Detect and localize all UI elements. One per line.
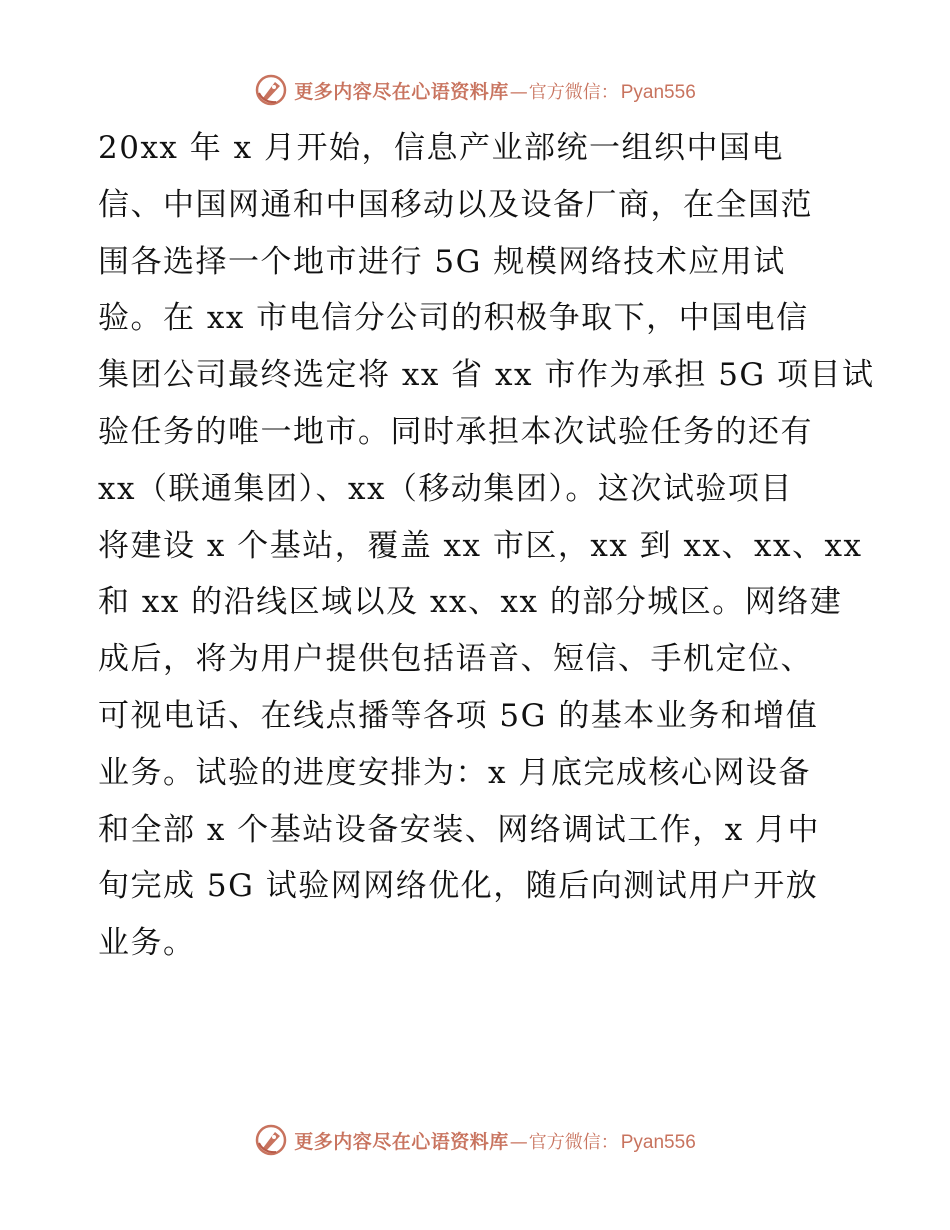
banner-dash: — bbox=[509, 1131, 528, 1153]
paragraph-line: 集团公司最终选定将 xx 省 xx 市作为承担 5G 项目试 bbox=[98, 357, 875, 394]
banner-wechat-label: 官方微信： bbox=[528, 1131, 619, 1153]
header-banner bbox=[0, 70, 950, 110]
paragraph-line: 业务。试验的进度安排为：x 月底完成核心网设备 bbox=[98, 754, 811, 791]
banner-dash: — bbox=[509, 81, 528, 103]
paragraph-line: 20xx 年 x 月开始，信息产业部统一组织中国电 bbox=[98, 130, 784, 166]
pen-nib-logo-icon bbox=[254, 1123, 288, 1157]
paragraph-line: 旬完成 5G 试验网网络优化，随后向测试用户开放 bbox=[98, 868, 819, 905]
paragraph-line: 可视电话、在线点播等各项 5G 的基本业务和增值 bbox=[98, 697, 819, 734]
banner-main-text: 更多内容尽在心语资料库 bbox=[294, 1130, 509, 1153]
paragraph-line: 和全部 x 个基站设备安装、网络调试工作，x 月中 bbox=[98, 811, 821, 848]
footer-banner bbox=[0, 1120, 950, 1160]
paragraph-line: 成后，将为用户提供包括语音、短信、手机定位、 bbox=[98, 641, 813, 678]
footer-banner-text bbox=[294, 1127, 696, 1154]
paragraph-line: 验任务的唯一地市。同时承担本次试验任务的还有 bbox=[98, 413, 813, 450]
banner-wechat-id: Pyan556 bbox=[620, 1131, 696, 1153]
paragraph-line: 和 xx 的沿线区域以及 xx、xx 的部分城区。网络建 bbox=[98, 584, 843, 621]
paragraph-line: 围各选择一个地市进行 5G 规模网络技术应用试 bbox=[98, 243, 786, 280]
banner-wechat-label: 官方微信： bbox=[528, 81, 619, 103]
header-banner-text bbox=[294, 77, 696, 104]
banner-wechat-id: Pyan556 bbox=[620, 81, 696, 103]
paragraph-line: 信、中国网通和中国移动以及设备厂商，在全国范 bbox=[98, 186, 813, 223]
body-paragraph bbox=[98, 120, 875, 972]
paragraph-line: 验。在 xx 市电信分公司的积极争取下，中国电信 bbox=[98, 300, 809, 337]
paragraph-line: 将建设 x 个基站，覆盖 xx 市区，xx 到 xx、xx、xx bbox=[98, 527, 863, 564]
paragraph-line: xx（联通集团）、xx（移动集团）。这次试验项目 bbox=[98, 470, 793, 507]
banner-main-text: 更多内容尽在心语资料库 bbox=[294, 80, 509, 103]
pen-nib-logo-icon bbox=[254, 73, 288, 107]
paragraph-line: 业务。 bbox=[98, 925, 196, 962]
